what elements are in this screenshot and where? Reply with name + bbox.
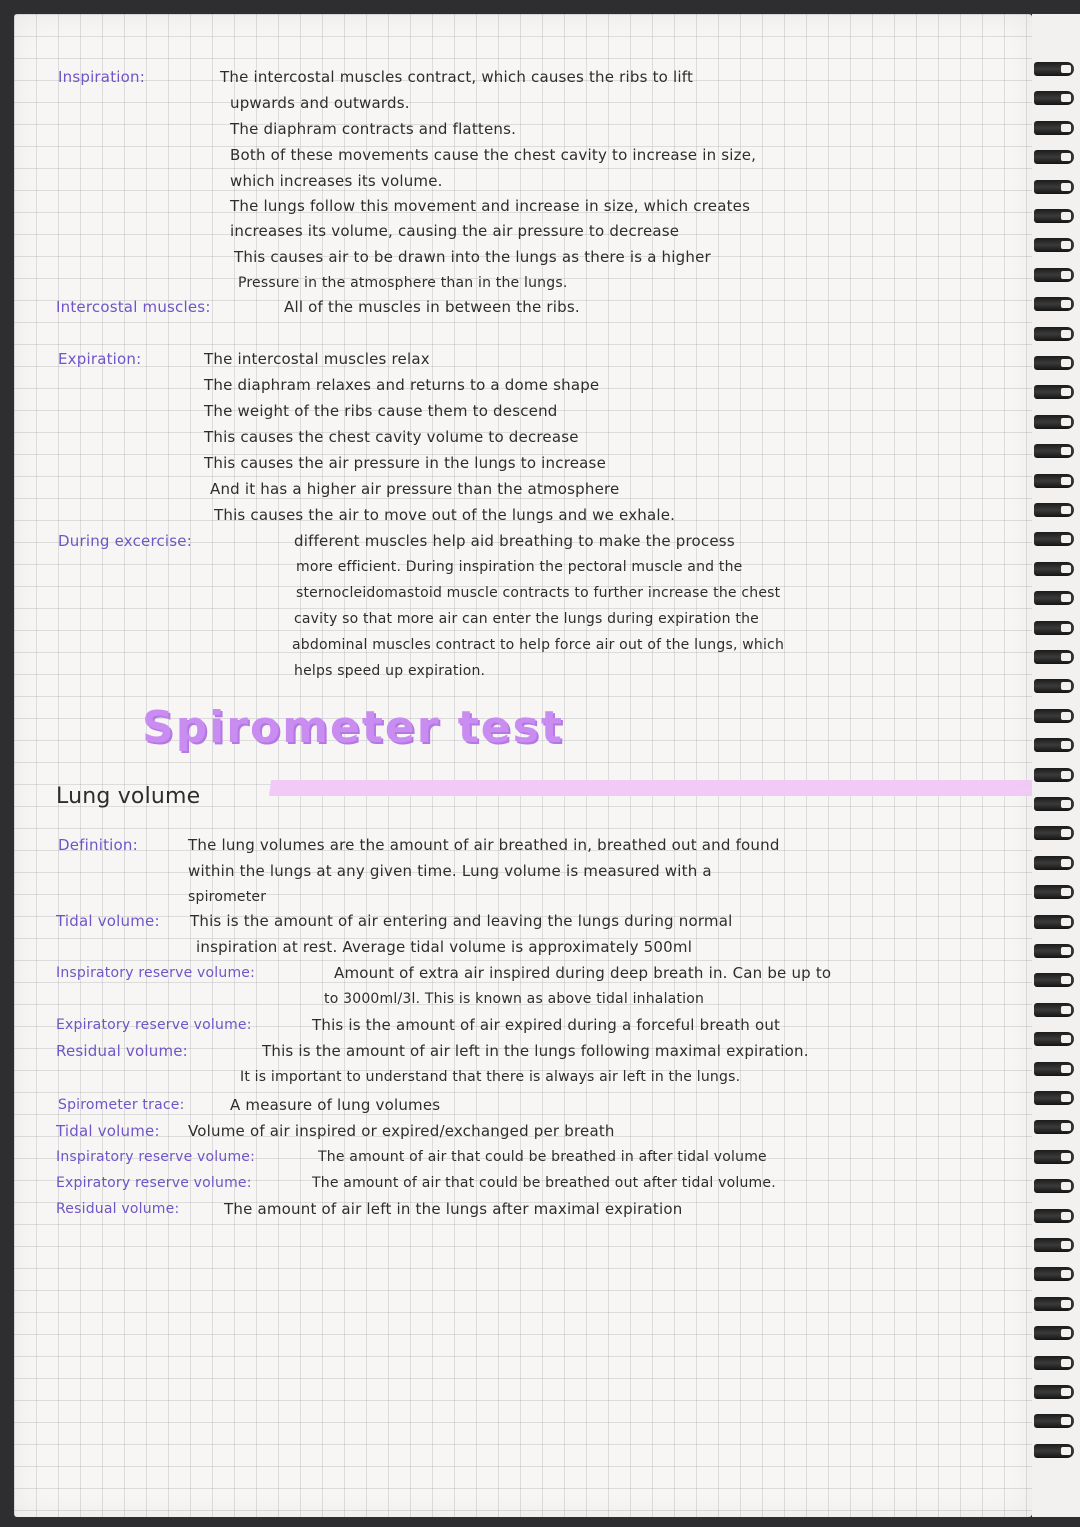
spiral-ring [1034, 532, 1074, 546]
exercise-line: cavity so that more air can enter the lungs during expiration the [294, 611, 759, 627]
page-title: Spirometer test [142, 702, 564, 753]
spiral-ring [1034, 1267, 1074, 1281]
spirometer-trace-label: Spirometer trace: [58, 1097, 185, 1113]
tidal-volume-line: inspiration at rest. Average tidal volume is approximately 500ml [196, 938, 693, 956]
spirometer-trace-text: A measure of lung volumes [230, 1096, 441, 1114]
spiral-ring [1034, 150, 1074, 164]
lung-volume-heading: Lung volume [56, 784, 201, 809]
inspiration-line: upwards and outwards. [230, 94, 410, 112]
expiratory-reserve-text: This is the amount of air expired during a forceful breath out [312, 1016, 781, 1034]
trace-residual-label: Residual volume: [56, 1201, 180, 1217]
trace-residual-text: The amount of air left in the lungs after maximal expiration [224, 1200, 683, 1218]
definition-line: spirometer [188, 889, 267, 905]
spiral-ring [1034, 856, 1074, 870]
spiral-ring [1034, 797, 1074, 811]
trace-inspiratory-label: Inspiratory reserve volume: [56, 1149, 256, 1165]
tidal-volume-label: Tidal volume: [56, 912, 160, 930]
definition-line: within the lungs at any given time. Lung volume is measured with a [188, 862, 712, 880]
spiral-ring [1034, 915, 1074, 929]
spiral-ring [1034, 474, 1074, 488]
residual-volume-line: This is the amount of air left in the lungs following maximal expiration. [262, 1042, 809, 1060]
exercise-line: helps speed up expiration. [294, 663, 486, 679]
exercise-line: different muscles help aid breathing to make the process [294, 532, 735, 550]
spiral-ring [1034, 180, 1074, 194]
spiral-ring [1034, 562, 1074, 576]
spiral-ring [1034, 650, 1074, 664]
spiral-ring [1034, 238, 1074, 252]
spiral-ring [1034, 503, 1074, 517]
spiral-ring [1034, 679, 1074, 693]
spiral-ring [1034, 768, 1074, 782]
expiration-line: This causes the chest cavity volume to decrease [204, 428, 579, 446]
expiration-line: The weight of the ribs cause them to descend [204, 402, 558, 420]
spiral-binding [1032, 14, 1080, 1517]
expiration-label: Expiration: [58, 350, 142, 368]
inspiration-line: The intercostal muscles contract, which causes the ribs to lift [220, 68, 694, 86]
residual-volume-label: Residual volume: [56, 1042, 188, 1060]
inspiration-line: This causes air to be drawn into the lungs as there is a higher [234, 248, 711, 266]
inspiratory-reserve-label: Inspiratory reserve volume: [56, 965, 256, 981]
spiral-ring [1034, 591, 1074, 605]
spiral-ring [1034, 709, 1074, 723]
inspiration-label: Inspiration: [58, 68, 145, 86]
spiral-ring [1034, 1120, 1074, 1134]
spiral-ring [1034, 1385, 1074, 1399]
spiral-ring [1034, 1209, 1074, 1223]
spiral-ring [1034, 415, 1074, 429]
highlighter-stroke [269, 780, 1032, 796]
spiral-ring [1034, 1179, 1074, 1193]
spiral-ring [1034, 356, 1074, 370]
expiration-line: And it has a higher air pressure than the atmosphere [210, 480, 620, 498]
expiration-line: This causes the air to move out of the lungs and we exhale. [214, 506, 676, 524]
spiral-ring [1034, 1238, 1074, 1252]
inspiration-line: The lungs follow this movement and increase in size, which creates [230, 197, 751, 215]
spiral-ring [1034, 1003, 1074, 1017]
trace-expiratory-text: The amount of air that could be breathed out after tidal volume. [312, 1175, 776, 1191]
spiral-ring [1034, 297, 1074, 311]
trace-tidal-label: Tidal volume: [56, 1122, 160, 1140]
expiratory-reserve-label: Expiratory reserve volume: [56, 1017, 252, 1033]
tidal-volume-line: This is the amount of air entering and leaving the lungs during normal [190, 912, 733, 930]
spiral-ring [1034, 91, 1074, 105]
notebook-page [14, 14, 1032, 1517]
spiral-ring [1034, 121, 1074, 135]
spiral-ring [1034, 1032, 1074, 1046]
spiral-ring [1034, 621, 1074, 635]
inspiration-line: The diaphram contracts and flattens. [230, 120, 517, 138]
exercise-line: abdominal muscles contract to help force air out of the lungs, which [292, 637, 785, 653]
inspiration-line: which increases its volume. [230, 172, 443, 190]
spiral-ring [1034, 1444, 1074, 1458]
spiral-ring [1034, 738, 1074, 752]
spiral-ring [1034, 944, 1074, 958]
inspiration-line: increases its volume, causing the air pressure to decrease [230, 222, 680, 240]
definition-label: Definition: [58, 836, 138, 854]
definition-line: The lung volumes are the amount of air breathed in, breathed out and found [188, 836, 780, 854]
spiral-ring [1034, 444, 1074, 458]
spiral-ring [1034, 1356, 1074, 1370]
exercise-line: sternocleidomastoid muscle contracts to further increase the chest [296, 585, 781, 601]
expiration-line: The diaphram relaxes and returns to a dome shape [204, 376, 600, 394]
inspiratory-reserve-line: Amount of extra air inspired during deep breath in. Can be up to [334, 964, 832, 982]
spiral-ring [1034, 1326, 1074, 1340]
trace-expiratory-label: Expiratory reserve volume: [56, 1175, 252, 1191]
exercise-label: During excercise: [58, 532, 192, 550]
inspiration-line: Both of these movements cause the chest cavity to increase in size, [230, 146, 757, 164]
spiral-ring [1034, 268, 1074, 282]
spiral-ring [1034, 885, 1074, 899]
intercostal-text: All of the muscles in between the ribs. [284, 298, 580, 316]
spiral-ring [1034, 973, 1074, 987]
spiral-ring [1034, 385, 1074, 399]
spiral-ring [1034, 327, 1074, 341]
trace-tidal-text: Volume of air inspired or expired/exchanged per breath [188, 1122, 615, 1140]
trace-inspiratory-text: The amount of air that could be breathed in after tidal volume [318, 1149, 767, 1165]
intercostal-label: Intercostal muscles: [56, 298, 211, 316]
residual-volume-line: It is important to understand that there is always air left in the lungs. [240, 1069, 741, 1085]
expiration-line: This causes the air pressure in the lungs to increase [204, 454, 606, 472]
inspiratory-reserve-line: to 3000ml/3l. This is known as above tidal inhalation [324, 991, 705, 1007]
spiral-ring [1034, 62, 1074, 76]
expiration-line: The intercostal muscles relax [204, 350, 430, 368]
exercise-line: more efficient. During inspiration the pectoral muscle and the [296, 559, 743, 575]
inspiration-line: Pressure in the atmosphere than in the lungs. [238, 275, 568, 291]
spiral-ring [1034, 1062, 1074, 1076]
spiral-ring [1034, 1091, 1074, 1105]
spiral-ring [1034, 1150, 1074, 1164]
spiral-ring [1034, 209, 1074, 223]
spiral-ring [1034, 826, 1074, 840]
spiral-ring [1034, 1414, 1074, 1428]
spiral-ring [1034, 1297, 1074, 1311]
